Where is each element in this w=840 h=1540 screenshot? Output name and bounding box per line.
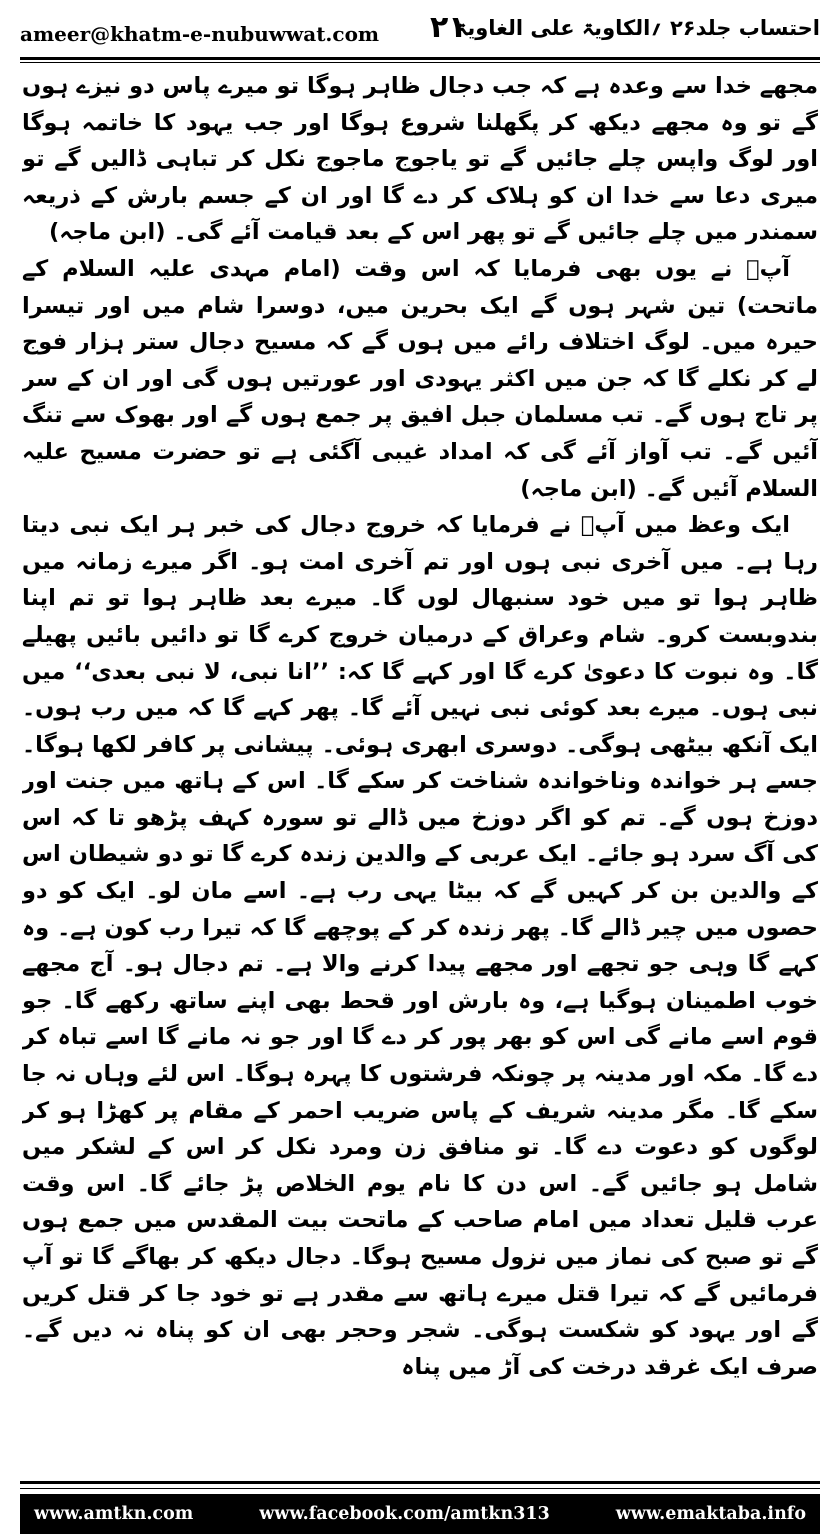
paragraph-3: ایک وعظ میں آپؐ نے فرمایا کہ خروج دجال کی خبر ہر ایک نبی دیتا رہا ہے۔ میں آخری نبی ہوں اور تم آخری امت ہو۔ اگر میرے زمانہ میں ظاہر ہوا تو میں خود سنبھال لوں گا۔ میرے بعد ظاہر ہوا تو تم اپنا بندوبست کرو۔ شام وعراق کے درمیان خروج کرے گا تو دائیں بائیں پھیلے گا۔ وہ نبوت کا دعویٰ کرے گا اور کہے گا کہ: ’’انا نبی، لا نبی بعدی‘‘ میں نبی ہوں۔ میرے بعد کوئی نبی نہیں آئے گا۔ پھر کہے گا کہ میں رب ہوں۔ ایک آنکھ بیٹھی ہوگی۔ دوسری ابھری ہوئی۔ پیشانی پر کافر لکھا ہوگا۔ جسے ہر خواندہ وناخواندہ شناخت کر سکے گا۔ اس کے ہاتھ میں جنت اور دوزخ ہوں گے۔ تم کو اگر دوزخ میں ڈالے تو سورہ کہف پڑھو تا کہ اس کی آگ سرد ہو جائے۔ ایک عربی کے والدین زندہ کرے گا تو دو شیطان اس کے والدین بن کر کہیں گے کہ بیٹا یہی رب ہے۔ اسے مان لو۔ ایک کو دو حصوں میں چیر ڈالے گا۔ پھر زندہ کر کے پوچھے گا کہ تیرا رب کون ہے۔ وہ کہے گا وہی جو تجھے اور مجھے پیدا کرنے والا ہے۔ تم دجال ہو۔ آج مجھے خوب اطمینان ہوگیا ہے، وہ بارش اور قحط بھی اپنے ساتھ رکھے گا۔ جو قوم اسے مانے گی اس کو بھر پور کر دے گا اور جو نہ مانے گا اسے تباہ کر دے گا۔ مکہ اور مدینہ پر چونکہ فرشتوں کا پہرہ ہوگا۔ اس لئے وہاں نہ جا سکے گا۔ مگر مدینہ شریف کے پاس ضریب احمر کے مقام پر کھڑا ہو کر لوگوں کو دعوت دے گا۔ تو منافق زن ومرد نکل کر اس کے لشکر میں شامل ہو جائیں گے۔ اس دن کا نام یوم الخلاص پڑ جائے گا۔ اس وقت عرب قلیل تعداد میں امام صاحب کے ماتحت بیت المقدس میں جمع ہوں گے تو صبح کی نماز میں نزول مسیح ہوگا۔ دجال دیکھ کر بھاگے گا تو آپ فرمائیں گے کہ تیرا قتل میرے ہاتھ سے مقدر ہے تو خود جا کر قتل کریں گے اور یہود کو شکست ہوگی۔ شجر وحجر بھی ان کو پناہ نہ دیں گے۔ صرف ایک غرقد درخت کی آڑ میں پناہ: [22, 512, 818, 1380]
footer-bar: [20, 1494, 820, 1534]
footer-rule-thick: [20, 1481, 820, 1484]
footer-link-facebook[interactable]: www.facebook.com/amtkn313: [259, 1504, 550, 1524]
footer-rule-thin: [20, 1488, 820, 1489]
page-header: [20, 8, 820, 58]
book-title: احتساب جلد۲۶ ؍الکاویۃ علی الغاویۃ: [455, 16, 820, 40]
paragraph-1: مجھے خدا سے وعدہ ہے کہ جب دجال ظاہر ہوگا تو میرے پاس دو نیزے ہوں گے تو وہ مجھے دیکھ کر پگھلنا شروع ہوگا اور جب یہود کا خاتمہ ہوگا اور لوگ واپس چلے جائیں گے تو یاجوج ماجوج نکل کر تباہی ڈالیں گے تو میری دعا سے خدا ان کو ہلاک کر دے گا اور ان کے جسم بارش کے ذریعہ سمندر میں چلے جائیں گے تو پھر اس کے بعد قیامت آئے گی۔ (ابن ماجہ): [22, 73, 818, 246]
header-rule-thick: [20, 57, 820, 60]
page-body: [22, 68, 818, 1468]
header-rule-thin: [20, 62, 820, 63]
footer-link-amtkn[interactable]: www.amtkn.com: [34, 1504, 194, 1524]
footer-link-emaktaba[interactable]: www.emaktaba.info: [615, 1504, 806, 1524]
paragraph-2: آپؐ نے یوں بھی فرمایا کہ اس وقت (امام مہدی علیہ السلام کے ماتحت) تین شہر ہوں گے ایک بحرین میں، دوسرا شام میں اور تیسرا حیرہ میں۔ لوگ اختلاف رائے میں ہوں گے کہ مسیح دجال ستر ہزار فوج لے کر نکلے گا کہ جن میں اکثر یہودی اور عورتیں ہوں گی اور ان کے سر پر تاج ہوں گے۔ تب مسلمان جبل افیق پر جمع ہوں گے اور بھوک سے تنگ آئیں گے۔ تب آواز آئے گی کہ امداد غیبی آگئی ہے تو حضرت مسیح علیہ السلام آئیں گے۔ (ابن ماجہ): [22, 255, 818, 502]
page-number: ۲۱: [430, 10, 467, 45]
header-email: ameer@khatm-e-nubuwwat.com: [20, 22, 380, 46]
